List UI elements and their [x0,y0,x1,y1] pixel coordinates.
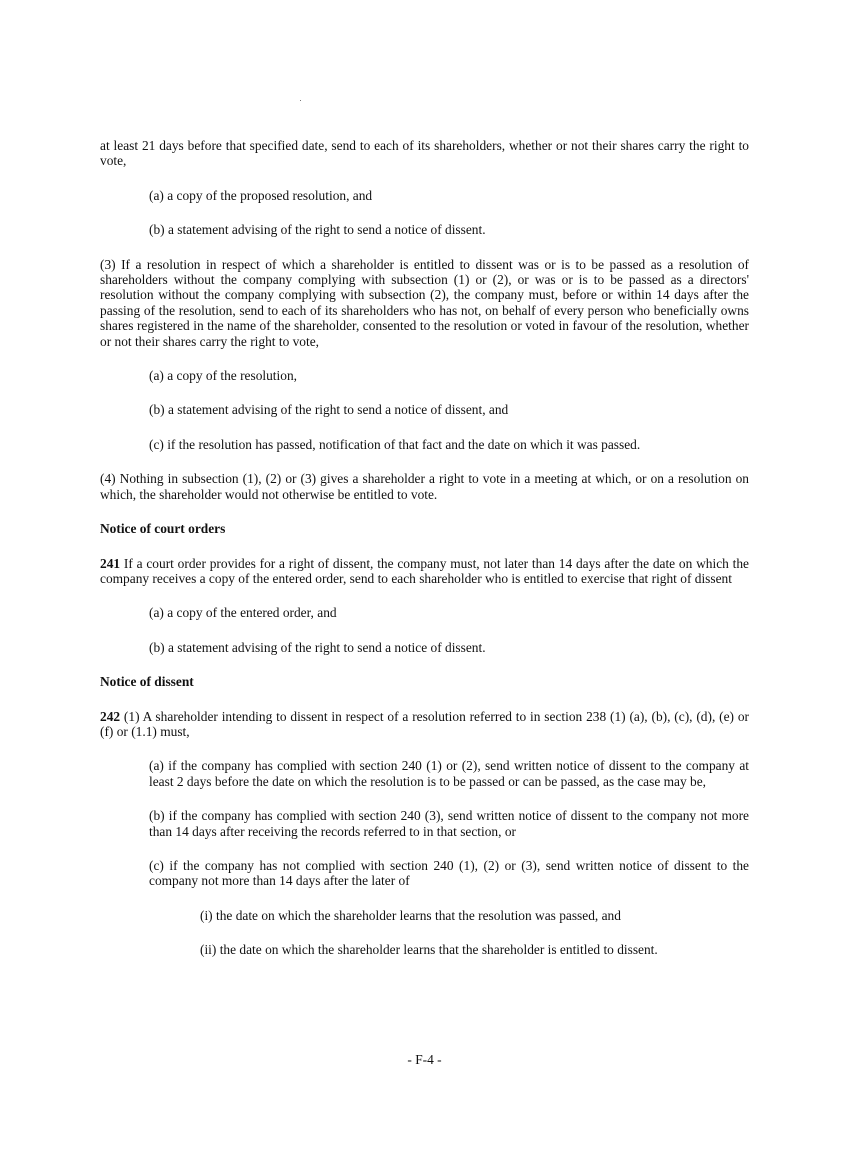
clause-3c: (c) if the resolution has passed, notification of that fact and the date on which it was passed. [149,436,641,452]
clause-3b: (b) a statement advising of the right to send a notice of dissent, and [149,402,509,418]
clause-2a: (a) a copy of the proposed resolution, and [149,187,373,203]
clause-2b: (b) a statement advising of the right to send a notice of dissent. [149,222,486,238]
section-241 [100,556,749,587]
subsection-3: (3) If a resolution in respect of which a shareholder is entitled to dissent was or is to be passed as a resolution of shareholders without the company complying with subsection (1) or (2), or was or is to be passed as a directors' resolution without the company complying with subsection (2), the company must, before or within 14 days after the passing of the resolution, send to each of its shareholders who has not, on behalf of every person who beneficially owns shares registered in the name of the shareholder, consented to the resolution or voted in favour of the resolution, whether or not their shares carry the right to vote, [100,256,749,349]
heading-notice-of-court-orders: Notice of court orders [100,521,226,537]
section-241-text: If a court order provides for a right of dissent, the company must, not later than 14 days after the date on which the company receives a copy of the entered order, send to each shareholder who is entitled to exercise that right of dissent [100,555,749,586]
clause-241b: (b) a statement advising of the right to send a notice of dissent. [149,639,486,655]
section-242-number: 242 [100,708,121,724]
clause-3a: (a) a copy of the resolution, [149,368,297,384]
intro-paragraph: at least 21 days before that specified date, send to each of its shareholders, whether or not their shares carry the right to vote, [100,138,749,169]
clause-241a: (a) a copy of the entered order, and [149,605,337,621]
clause-242c-ii: (ii) the date on which the shareholder learns that the shareholder is entitled to dissent. [200,942,658,958]
heading-notice-of-dissent: Notice of dissent [100,674,194,690]
page-number: - F-4 - [407,1052,442,1067]
document-body [100,138,749,958]
clause-242c: (c) if the company has not complied with section 240 (1), (2) or (3), send written notice of dissent to the company not more than 14 days after the later of [149,857,749,889]
scan-speck [300,100,301,101]
section-242-text: (1) A shareholder intending to dissent in respect of a resolution referred to in section 238 (1) (a), (b), (c), (d), (e) or (f) or (1.1) must, [100,708,749,739]
subsection-4: (4) Nothing in subsection (1), (2) or (3) gives a shareholder a right to vote in a meeting at which, or on a resolution on which, the shareholder would not otherwise be entitled to vote. [100,471,749,502]
clause-242b: (b) if the company has complied with section 240 (3), send written notice of dissent to the company not more than 14 days after receiving the records referred to in that section, or [149,808,749,839]
clause-242a: (a) if the company has complied with section 240 (1) or (2), send written notice of dissent to the company at least 2 days before the date on which the resolution is to be passed or can be passed, as the case may be, [149,758,749,789]
section-241-number: 241 [100,555,121,571]
clause-242c-i: (i) the date on which the shareholder learns that the resolution was passed, and [200,907,621,923]
section-242 [100,709,749,740]
